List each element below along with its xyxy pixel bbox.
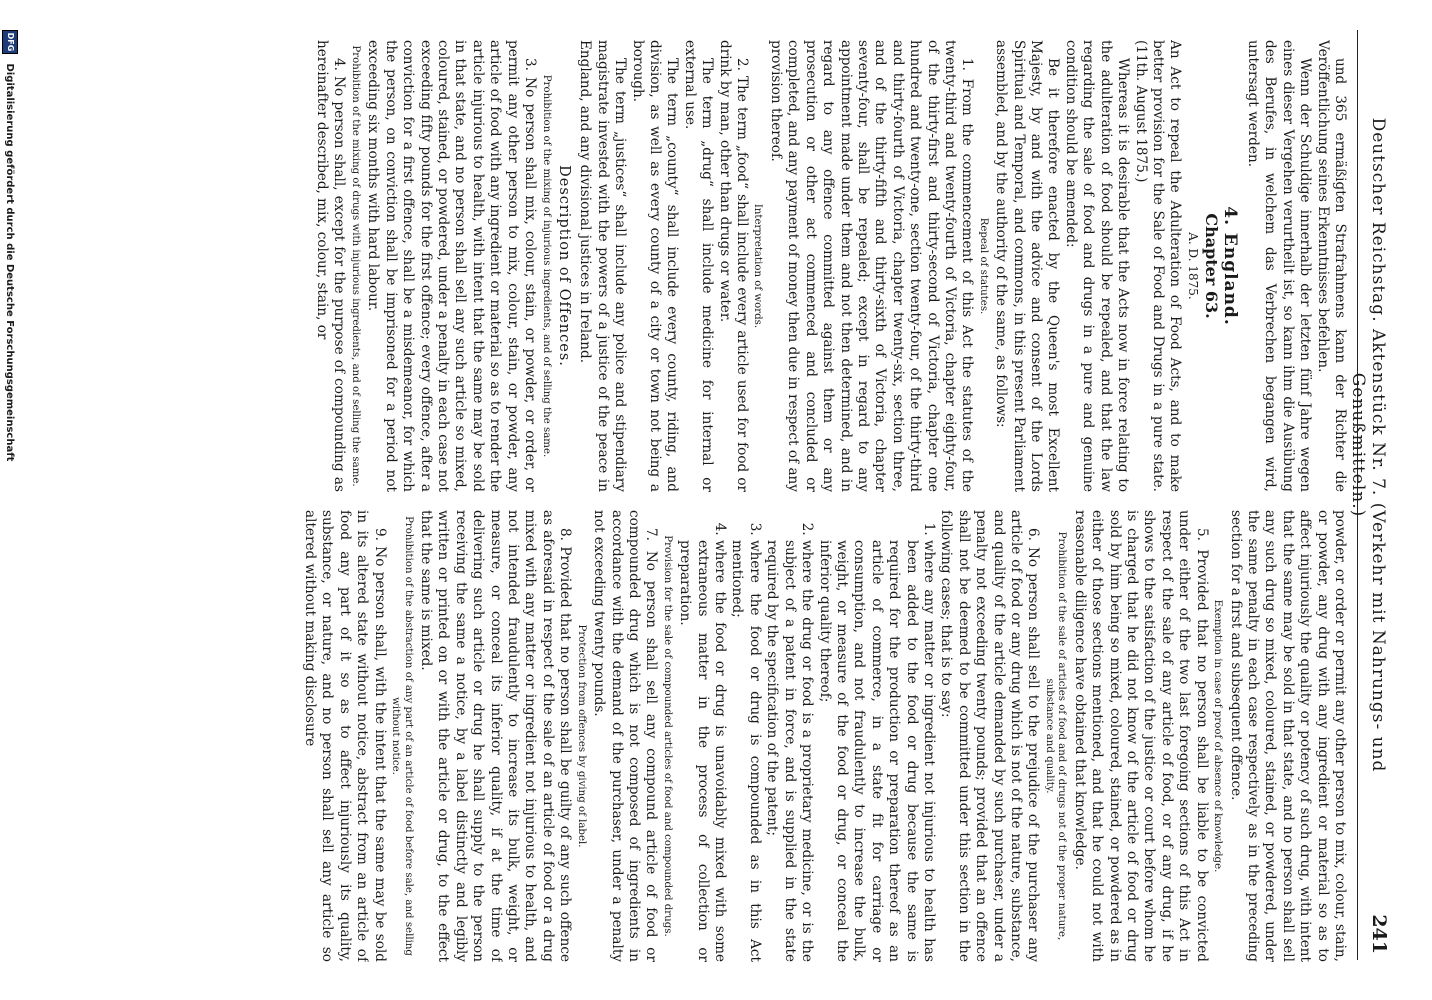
marginal-note: Protection from offences by giving of label.	[575, 624, 587, 848]
dfg-logo-icon: DFG	[2, 30, 18, 54]
left-column	[28, 40, 1348, 492]
paragraph: Wenn der Schuldige innerhalb der letzten fünf Jahre wegen eines dieser Vergehen verurtheilt ist, so kann ihm die Ausübung des Berufes, in welchem das Verbrechen begangen wird, untersagt werden.	[1244, 40, 1314, 492]
credit-text: Digitalisierung gefördert durch die Deutsche Forschungsgemeinschaft	[4, 63, 15, 462]
paragraph: und 365 ermäßigten Strafrahmens kann der Richter die Veröffentlichung seines Erkenntnisses befehlen.	[1314, 40, 1348, 492]
page-number: 241	[1368, 914, 1390, 954]
continuation-paragraph: powder, or order or permit any other person to mix, colour, stain, or powder, any drug with any ingredient or material so as to affect injuriously the quality or potency of such drug, with intent that the same may be sold in that state, and no person shall sell any such drug so mixed, coloured, stained, or powdered, under the same penalty in each case respectively as in the preceding section for a first and subsequent offence.	[1227, 510, 1348, 962]
offences-heading: Description of Offences.	[555, 165, 572, 367]
act-year: A. D. 1875.	[1185, 232, 1200, 300]
right-column	[28, 510, 1348, 962]
list-item: 3. where the food or drug is compounded as in this Act mentioned;	[728, 540, 763, 962]
section-2: 2. The term „food“ shall include every article used for food or drink by man, other than drugs or water.	[716, 40, 750, 492]
section-9: 9. No person shall, with the intent that the same may be sold in its altered state without notice, abstract from an article of food any part of it so as to affect injuriously its quality, substance, or nature, and no person shall sell any article so altered without making disclosure	[301, 510, 388, 962]
section-2-drug: The term „drug“ shall include medicine for internal or external use.	[681, 40, 716, 492]
case-list	[676, 510, 937, 962]
marginal-note: Prohibition of the mixing of drugs with injurious ingredients, and of selling the same.	[349, 45, 361, 487]
list-item: 1. where any matter or ingredient not injurious to health has been added to the food or drug because the same is required for the production or preparation thereof as an article of commerce, in a state fit for carriage or consumption, and not fraudulently to increase the bulk, weight, or measure of the food or drug, or conceal the inferior quality thereof;	[815, 540, 937, 962]
section-8: 8. Provided that no person shall be guilty of any such offence as aforesaid in respect of the sale of an article of food or a drug mixed with any matter or ingredient not injurious to health, and not intended fraudulently to increase its bulk, weight, or measure, or conceal its inferior quality, if at the time of delivering such article or drug he shall supply to the person receiving the same a notice, by a label distinctly and legibly written or printed on or with the article or drug, to the effect that the same is mixed.	[418, 510, 574, 962]
list-item: 4. where the food or drug is unavoidably mixed with some extraneous matter in the process of collection or preparation.	[676, 540, 728, 962]
preamble-paragraph: Be it therefore enacted by the Queen's most Excellent Majesty, by and with the advice and consent of the Lords Spiritual and Temporal, and commons, in this present Parliament assembled, and by the authority of the same, as follows:	[993, 40, 1062, 492]
marginal-note: Prohibition of the mixing of injurious ingredients, and of selling the same.	[540, 74, 552, 458]
marginal-note: Provision for the sale of compounded articles of food and compounded drugs.	[661, 535, 673, 937]
chapter-heading: Chapter 63.	[1202, 213, 1222, 319]
marginal-note: Prohibition of the abstraction of any part of an article of food before sale, and selling without notice.	[390, 516, 414, 956]
marginal-note: Exemption in case of proof of absence of knowledge.	[1212, 599, 1224, 873]
section-5: 5. Provided that no person shall be liable to be convicted under either of the two last foregoing sections of this Act in respect of the sale of any article of food, or of any drug, if he shows to the satisfaction of the justice or court before whom he is charged that he did not know of the article of food or drug sold by him being so mixed, coloured, stained, or powdered as in either of those sections mentioned, and that he could not with reasonable diligence have obtained that knowledge.	[1071, 510, 1210, 962]
list-item: 2. where the drug or food is a proprietary medicine, or is the subject of a patent in force, and is supplied in the state required by the specification of the patent;	[763, 540, 815, 962]
act-title: An Act to repeal the Adulteration of Food Acts, and to make better provision for the Sale of Food and Drugs in a pure state. (11th. August 1875.)	[1132, 40, 1184, 492]
section-1: 1. From the commencement of this Act the statutes of the twenty-third and twenty-fourth of Victoria, chapter eighty-four, of the thirty-first and thirty-second of Victoria, chapter one hundred and twenty-one, section twenty-four, of the thirty-third and thirty-fourth of Victoria, chapter twenty-six, section three, and of the thirty-fifth and thirty-sixth of Victoria, chapter seventy-four, shall be repealed; except in regard to any appointment made under them and not then determined, and in regard to any offence committed against them or any prosecution or other act commenced and concluded or completed, and any payment of money then due in respect of any provision thereof.	[767, 40, 976, 492]
preamble-paragraph: Whereas it is desirable that the Acts now in force relating to the adulteration of food should be repealed, and that the law regarding the sale of food and drugs in a pure and genuine condition should be amended:	[1062, 40, 1132, 492]
marginal-note: Prohibition of the sale of articles of food and of drugs not of the proper nature, substance and quality.	[1043, 531, 1068, 941]
section-7: 7. No person shall sell any compound article of food or compounded drug which is not composed of ingredients in accordance with the demand of the purchaser, under a penalty not exceeding twenty pounds.	[591, 510, 660, 962]
digitization-credit	[0, 0, 18, 1000]
marginal-note: Repeal of statutes.	[977, 217, 989, 315]
section-2-county: The term „county“ shall include every county, riding, and division, as well as every county of a city or town not being a borough.	[629, 40, 681, 492]
page-header	[1348, 30, 1392, 960]
section-4: 4. No person shall, except for the purpose of compounding as hereinafter described, mix, colour, stain, or	[314, 40, 348, 492]
country-heading: 4. England.	[1219, 206, 1240, 326]
marginal-note: Interpretation of words.	[752, 203, 764, 329]
section-2-justices: The term „justices“ shall include any police and stipendiary magistrate invested with the powers of a justice of the peace in England, and any divisional justices in Ireland.	[577, 40, 629, 492]
section-3: 3. No person shall mix, colour, stain, or powder, or order, or permit any other person to mix, colour, stain, or powder, any article of food with any ingredient or material so as to render the article injurious to health, with intent that the same may be sold in that state, and no person shall sell any such article so mixed, coloured, stained, or powdered, under a penalty in each case not exceeding fifty pounds for the first offence; every offence, after a conviction for a first offence, shall be a misdemeanor, for which the person, on conviction shall be imprisoned for a period not exceeding six months with hard labour.	[365, 40, 539, 492]
running-title: Deutscher Reichstag. Aktenstück Nr. 7. (Verkehr mit Nahrungs- und Genußmitteln.)	[1348, 117, 1388, 773]
section-6: 6. No person shall sell to the prejudice of the purchaser any article of food or any drug which is not of the nature, substance, and quality of the article demanded by such purchaser, under a penalty not exceeding twenty pounds; provided that an offence shall not be deemed to be committed under this section in the following cases; that is to say:	[938, 510, 1042, 962]
